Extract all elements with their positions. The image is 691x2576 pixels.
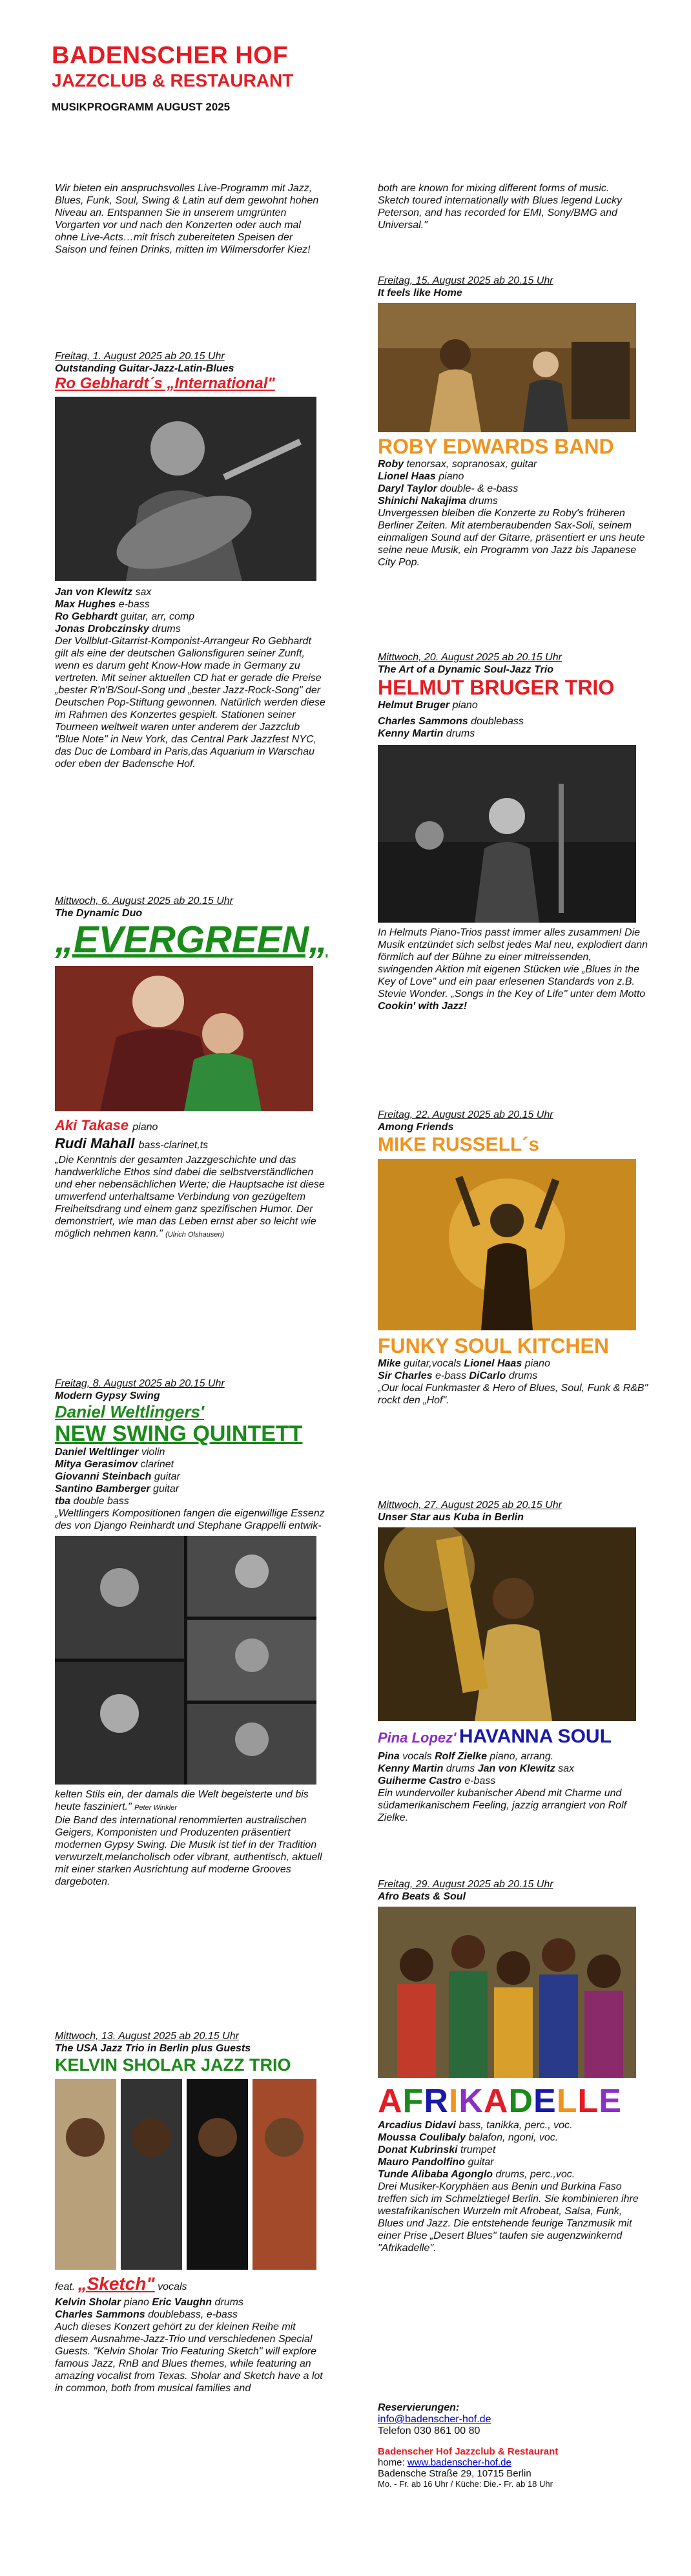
photo-helmut-bruger-trio (378, 745, 636, 923)
musician-role: drums, perc.,voc. (495, 2169, 575, 2180)
musician-name: Moussa Coulibaly (378, 2132, 466, 2143)
email-link[interactable]: info@badenscher-hof.de (378, 2414, 491, 2425)
event-name-line2: FUNKY SOUL KITCHEN (378, 1334, 609, 1357)
musician-name: Arcadius Didavi (378, 2120, 456, 2131)
musician-role: clarinet (140, 1459, 174, 1470)
musician-role: balafon, ngoni, voc. (468, 2132, 559, 2143)
photo-swing-quintett-collage (55, 1536, 316, 1785)
event-name-letter: D (508, 2082, 534, 2120)
event-name-letter: L (577, 2082, 599, 2120)
event-kicker: Outstanding Guitar-Jazz-Latin-Blues (55, 363, 234, 374)
musician-role: doublebass, e-bass (148, 2309, 238, 2320)
event-kicker: The Dynamic Duo (55, 908, 143, 919)
event-name-letter: R (424, 2082, 449, 2120)
event-name: HELMUT BRUGER TRIO (378, 676, 615, 699)
event-aug-1 (55, 350, 326, 770)
lineup-list (378, 1750, 649, 1787)
intro-text-block (55, 182, 320, 256)
lineup-list (378, 2119, 649, 2181)
photo-kelvin-sholar-trio (55, 2079, 316, 2270)
event-date: Freitag, 29. August 2025 ab 20.15 Uhr (378, 1879, 553, 1890)
event-description: Der Vollblut-Gitarrist-Komponist-Arrangeur Ro Gebhardt gilt als eine der deutschen Galionsfiguren seiner Zunft, wenn es darum geht Know-How made in Germany zu vertreten. Mit seiner aktuellen CD hat er gerade die Preise „bester R'n'B/Soul-Song und „bester Jazz-Rock-Song" der Deutschen Pop-Stiftung gewonnen. Natürlich werden diese im Rahmen des Konzertes gespielt. Stationen seiner Tourneen weltweit waren unter anderem der Jazzclub "Blue Note" in New York, das Central Park Jazzfest NYC, das Duc de Lombard in Paris,das Aquarium in Warschau oder eben der Badensche Hof. (55, 636, 325, 770)
event-name: KELVIN SHOLAR JAZZ TRIO (55, 2055, 291, 2075)
musician-role: drums (446, 728, 475, 739)
musician-name: Mauro Pandolfino (378, 2157, 466, 2168)
musician-name: Roby (378, 459, 404, 470)
musician-name: Lionel Haas (464, 1358, 522, 1369)
opening-hours: Mo. - Fr. ab 16 Uhr / Küche: Die.- Fr. ab 18 Uhr (378, 2479, 553, 2489)
event-name-letter: F (402, 2082, 424, 2120)
musician-role: sax (135, 587, 152, 598)
musician-role: piano (438, 471, 464, 482)
event-date: Freitag, 1. August 2025 ab 20.15 Uhr (55, 351, 225, 362)
lineup-list (378, 458, 649, 507)
event-aug-6 (55, 895, 326, 1241)
event-name-line1: Daniel Weltlingers' (55, 1402, 205, 1421)
musician-role: guitar (154, 1471, 180, 1482)
musician-role: drums (508, 1370, 538, 1381)
reservations-label: Reservierungen: (378, 2402, 460, 2413)
musician-role: piano (132, 1122, 158, 1133)
musician-role: vocals (402, 1751, 432, 1762)
musician-role: drums (152, 623, 181, 634)
musician-role: violin (141, 1447, 165, 1458)
musician-role: piano (123, 2297, 149, 2308)
event-name-line2: NEW SWING QUINTETT (55, 1421, 303, 1446)
musician-name: Max Hughes (55, 599, 116, 610)
event-name-letter: A (378, 2082, 403, 2120)
event-name: Ro Gebhardt´s „International" (55, 375, 275, 392)
musician-name: Kenny Martin (378, 1763, 444, 1774)
event-kicker: Modern Gypsy Swing (55, 1390, 160, 1401)
musician-role: guitar (468, 2157, 494, 2168)
musician-name: Sir Charles (378, 1370, 433, 1381)
musician-name: DiCarlo (469, 1370, 506, 1381)
musician-role: e-bass (464, 1775, 496, 1786)
musician-role: trumpet (460, 2144, 496, 2155)
event-name-letter: E (599, 2082, 622, 2120)
musician-name: Lionel Haas (378, 471, 436, 482)
home-link[interactable]: www.badenscher-hof.de (407, 2457, 511, 2468)
event-kicker: Among Friends (378, 1122, 454, 1133)
musician-role: double bass (73, 1496, 129, 1507)
contact-block (378, 2402, 649, 2489)
musician-name: Eric Vaughn (152, 2297, 212, 2308)
event-date: Mittwoch, 13. August 2025 ab 20.15 Uhr (55, 2031, 239, 2042)
event-date: Freitag, 15. August 2025 ab 20.15 Uhr (378, 275, 553, 286)
home-label: home: (378, 2457, 405, 2468)
musician-name: Rudi Mahall (55, 1135, 135, 1151)
event-aug-13 (55, 2030, 326, 2394)
event-description: Unvergessen bleiben die Konzerte zu Roby's früheren Berliner Zeiten. Mit atemberaubenden Sax-Soli, seinem einmaligen Sound auf der Gitarre, präsentiert er uns heute seine neue Musik, ein Programm von Jazz bis Japanese City Pop. (378, 508, 645, 568)
quote-credit: (Ulrich Olshausen) (165, 1231, 225, 1239)
musician-name: Aki Takase (55, 1117, 129, 1133)
event-aug-20 (378, 651, 649, 1012)
page-title: BADENSCHER HOF (52, 42, 288, 69)
musician-role: drums (446, 1763, 475, 1774)
event-aug-15 (378, 275, 649, 569)
musician-name: Mike (378, 1358, 401, 1369)
event-date: Freitag, 22. August 2025 ab 20.15 Uhr (378, 1109, 553, 1120)
musician-name: Shinichi Nakajima (378, 496, 466, 507)
venue-name: Badenscher Hof Jazzclub & Restaurant (378, 2446, 559, 2457)
musician-name: Daryl Taylor (378, 483, 437, 494)
event-kicker: It feels like Home (378, 288, 462, 298)
lineup-list (55, 586, 326, 635)
musician-name: Rolf Zielke (435, 1751, 487, 1762)
musician-role: piano (524, 1358, 550, 1369)
lineup-list (378, 699, 649, 740)
event-name: ROBY EDWARDS BAND (378, 435, 614, 458)
musician-name: Kenny Martin (378, 728, 444, 739)
musician-name: Tunde Alibaba Agonglo (378, 2169, 493, 2180)
address: Badensche Straße 29, 10715 Berlin (378, 2468, 531, 2479)
musician-name: Helmut Bruger (378, 700, 450, 711)
program-heading: MUSIKPROGRAMM AUGUST 2025 (52, 101, 231, 113)
event-date: Mittwoch, 27. August 2025 ab 20.15 Uhr (378, 1500, 562, 1511)
musician-name: Pina (378, 1751, 400, 1762)
musician-name: Jan von Klewitz (477, 1763, 555, 1774)
event-description: In Helmuts Piano-Trios passt immer alles zusammen! Die Musik entzündet sich selbst jedes Mal neu, explodiert dann förmlich auf der Bühne zu einer mitreissenden, swingenden Aktion mit eigenen Stücken wie „Blues in the Key of Love" und ein paar erlesenen Standards von z.B. Stevie Wonder. „Songs in the Key of Life" unter dem Motto (378, 927, 648, 1000)
musician-name: Charles Sammons (378, 716, 468, 727)
event-name-letter: K (459, 2082, 484, 2120)
event-name-letter: E (533, 2082, 557, 2120)
photo-pina-lopez (378, 1527, 636, 1721)
musician-name: Mitya Gerasimov (55, 1459, 138, 1470)
photo-afrikadelle (378, 1907, 636, 2078)
musician-role: e-bass (118, 599, 150, 610)
intro-text: Wir bieten ein anspruchsvolles Live-Programm mit Jazz, Blues, Funk, Soul, Swing & Latin auf dem gewohnt hohen Niveau an. Entspannen Sie in unserem umgrünten Vorgarten vor und nach den Konzerten oder auch mal ohne Live-Acts…mit frisch zubereiteten Speisen der Saison und feinen Drinks, mitten im Wilmersdorfer Kiez! (55, 183, 319, 255)
event-date: Mittwoch, 6. August 2025 ab 20.15 Uhr (55, 895, 234, 906)
event-name-letter: L (556, 2082, 578, 2120)
photo-mike-russell (378, 1159, 636, 1330)
musician-name: tba (55, 1496, 70, 1507)
phone-number: Telefon 030 861 00 80 (378, 2425, 480, 2436)
musician-name: Guiherme Castro (378, 1775, 462, 1786)
event-kicker: Unser Star aus Kuba in Berlin (378, 1512, 524, 1523)
event-aug-13-continued (378, 182, 643, 231)
musician-role: bass-clarinet,ts (138, 1140, 209, 1151)
event-description: „Our local Funkmaster & Hero of Blues, Soul, Funk & R&B" rockt den „Hof". (378, 1383, 648, 1406)
event-aug-29 (378, 1878, 649, 2254)
musician-role: doublebass (471, 716, 524, 727)
photo-ro-gebhardt (55, 397, 316, 581)
musician-role: sax (558, 1763, 575, 1774)
event-description: Auch dieses Konzert gehört zu der kleinen Reihe mit diesem Ausnahme-Jazz-Trio und verschiedenen Special Guests. "Kelvin Sholar Trio Featuring Sketch" will explore famous Jazz, RnB and Blues themes, while featuring an amazing vocalist from Texas. Sholar and Sketch have a lot in common, both from musical families and (55, 2321, 323, 2394)
event-name: MIKE RUSSELL´s (378, 1134, 540, 1155)
page-subtitle: JAZZCLUB & RESTAURANT (52, 70, 294, 90)
event-description: Die Band des international renommierten australischen Geigers, Komponisten und Produzenten präsentiert modernen Gypsy Swing. Die Musik ist tief in der Tradition verwurzelt,melancholisch oder vibrant, authentisch, aktuell mit einer starken Ausrichtung auf moderne Grooves dargeboten. (55, 1815, 322, 1887)
musician-name: Jonas Drobczinsky (55, 623, 149, 634)
guest-name: „Sketch" (77, 2274, 155, 2294)
lineup-list (55, 1446, 326, 1507)
musician-name: Santino Bamberger (55, 1483, 150, 1494)
event-name-letter: I (448, 2082, 459, 2120)
event-aug-8 (55, 1377, 326, 1888)
event-aug-27 (378, 1499, 649, 1824)
photo-evergreen-duo (55, 966, 313, 1111)
musician-role: double- & e-bass (440, 483, 519, 494)
musician-role: tenorsax, sopranosax, guitar (406, 459, 537, 470)
event-quote: „Die Kenntnis der gesamten Jazzgeschichte und das handwerkliche Ethos sind dabei die selbstverständlichen und eher nebensächlichen Werte; die Hauptsache ist diese umwerfend unterhaltsame Verbindung von gezügeltem Freiheitsdrang und einem ganz spezifischen Humor. Der demonstriert, wie man das Leben ernst aber so leicht wie möglich nehmen kann." (55, 1155, 325, 1239)
event-description: Drei Musiker-Koryphäen aus Benin und Burkina Faso treffen sich im Schmelztiegel Berlin. Sie kombinieren ihre westafrikanischen Wurzeln mit Afrobeat, Salsa, Funk, Blues und Jazz. Die entstehende feurige Tanzmusik mit einer Prise „Desert Blues" taufen sie augenzwinkernd "Afrikadelle". (378, 2181, 639, 2254)
event-date: Freitag, 8. August 2025 ab 20.15 Uhr (55, 1378, 225, 1389)
quote-credit: Peter Winkler (134, 1804, 178, 1812)
event-aug-22 (378, 1109, 649, 1407)
musician-role: vocals (158, 2281, 187, 2292)
event-name-letter: A (483, 2082, 509, 2120)
feat-label: feat. (55, 2281, 76, 2292)
musician-name: Jan von Klewitz (55, 587, 133, 598)
musician-role: piano (452, 700, 478, 711)
musician-role: drums (469, 496, 498, 507)
event-motto: Cookin' with Jazz! (378, 1001, 468, 1012)
musician-name: Ro Gebhardt (55, 611, 118, 622)
musician-role: piano, arrang. (490, 1751, 554, 1762)
musician-role: guitar,vocals (404, 1358, 461, 1369)
event-name (378, 2083, 649, 2119)
event-name-b: HAVANNA SOUL (459, 1726, 612, 1747)
event-kicker: Afro Beats & Soul (378, 1891, 466, 1902)
musician-role: drums (214, 2297, 243, 2308)
event-quote-cont: kelten Stils ein, der damals die Welt begeisterte und bis heute fasziniert." (55, 1789, 309, 1812)
musician-role: guitar, arr, comp (120, 611, 195, 622)
musician-name: Daniel Weltlinger (55, 1447, 139, 1458)
event-quote: „Weltlingers Kompositionen fangen die eigenwillige Essenz des von Django Reinhardt und Stephane Grappelli entwik- (55, 1508, 325, 1531)
photo-roby-edwards-band (378, 303, 636, 432)
musician-role: e-bass (435, 1370, 466, 1381)
musician-role: bass, tanikka, perc., voc. (459, 2120, 573, 2131)
musician-name: Kelvin Sholar (55, 2297, 121, 2308)
event-name: „EVERGREEN„ (55, 919, 328, 961)
event-description: Ein wundervoller kubanischer Abend mit Charme und südamerikanischem Feeling, jazzig arrangiert von Rolf Zielke. (378, 1788, 627, 1823)
musician-role: guitar (153, 1483, 180, 1494)
musician-name: Charles Sammons (55, 2309, 145, 2320)
musician-name: Giovanni Steinbach (55, 1471, 152, 1482)
event-kicker: The USA Jazz Trio in Berlin plus Guests (55, 2043, 251, 2054)
event-name-a: Pina Lopez' (378, 1730, 457, 1746)
musician-name: Donat Kubrinski (378, 2144, 458, 2155)
event-date: Mittwoch, 20. August 2025 ab 20.15 Uhr (378, 652, 562, 663)
event-description-cont: both are known for mixing different forms of music. Sketch toured internationally with Blues legend Lucky Peterson, and has recorded for EMI, Sony/BMG and Universal." (378, 183, 622, 231)
event-kicker: The Art of a Dynamic Soul-Jazz Trio (378, 664, 554, 675)
